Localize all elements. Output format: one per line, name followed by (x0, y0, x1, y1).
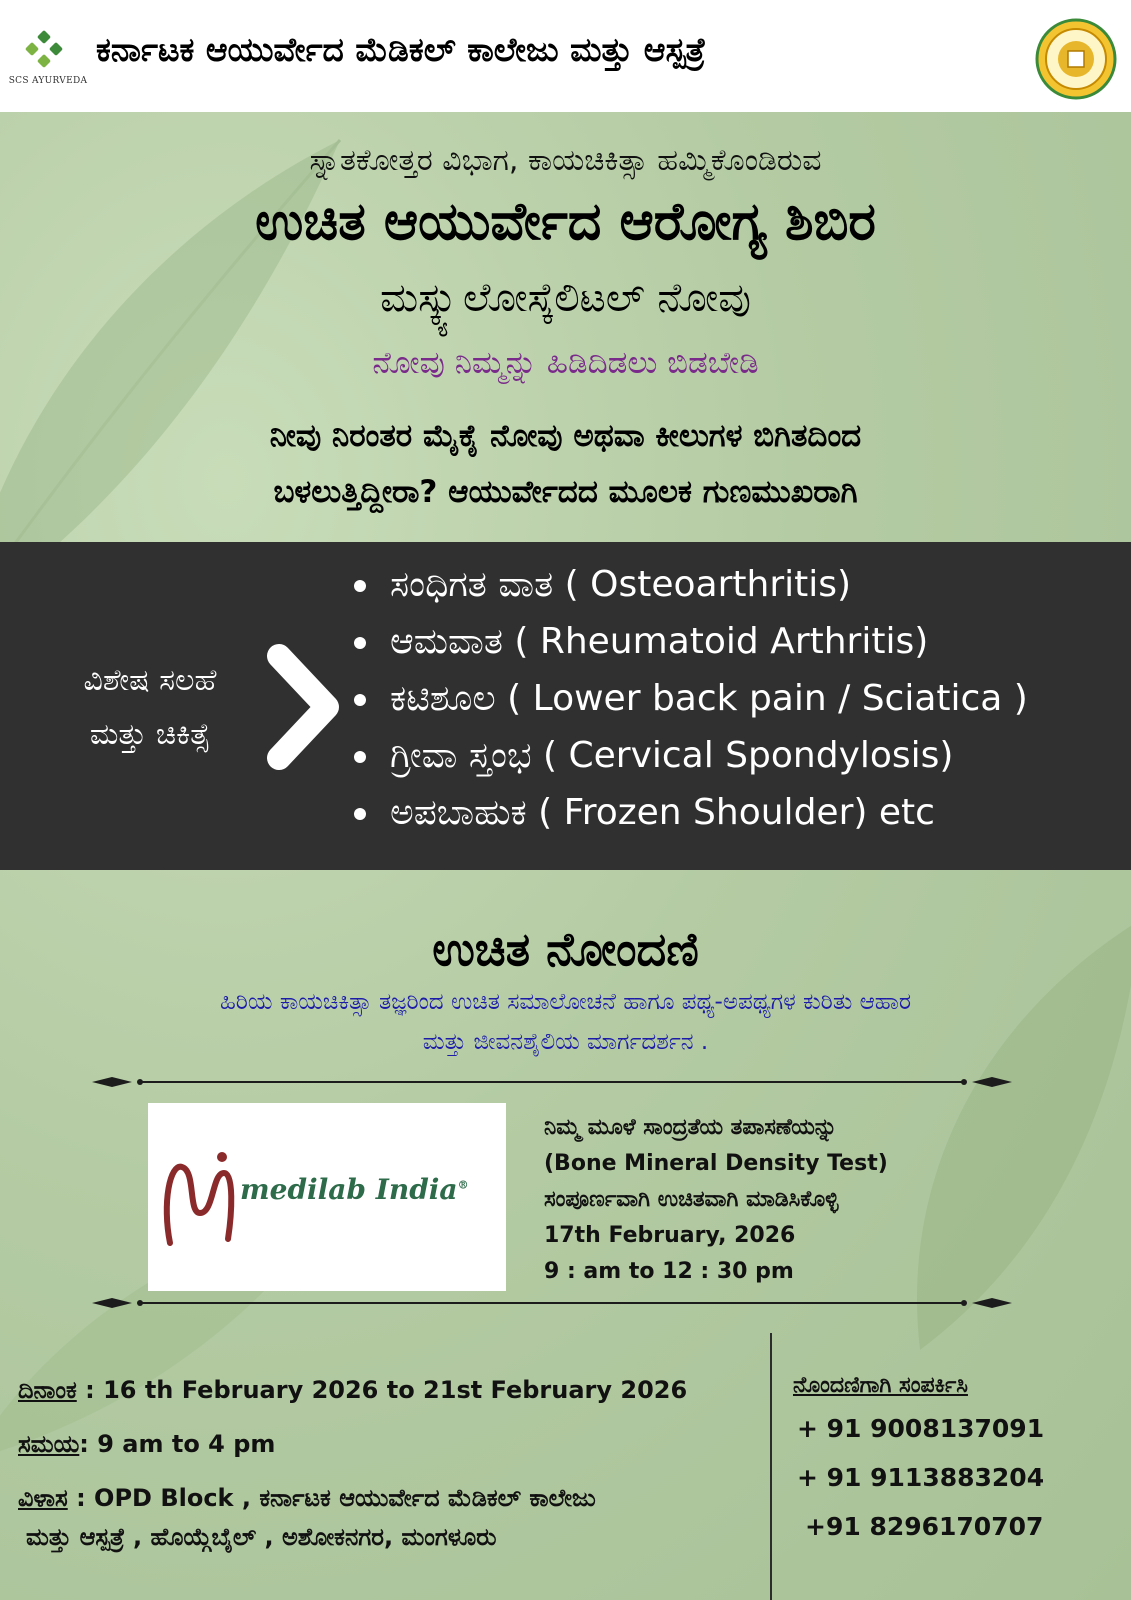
condition-heading: ಮಸ್ಕ್ಯುಲೋಸ್ಕೆಲಿಟಲ್ ನೋವು (380, 275, 751, 321)
bullet-icon (354, 637, 366, 649)
address-label: ವಿಳಾಸ (18, 1484, 68, 1512)
bmd-line: ಸಂಪೂರ್ಣವಾಗಿ ಉಚಿತವಾಗಿ ಮಾಡಿಸಿಕೊಳ್ಳಿ (544, 1187, 839, 1212)
condition-text: ಸಂಧಿಗತ ವಾತ ( Osteoarthritis) (390, 564, 852, 605)
question-line: ನೀವು ನಿರಂತರ ಮೈಕೈ ನೋವು ಅಥವಾ ಕೀಲುಗಳ ಬಿಗಿತದಿಂದ (269, 418, 862, 454)
time-value: : 9 am to 4 pm (79, 1430, 276, 1458)
condition-item (350, 727, 1130, 784)
condition-item (350, 613, 1130, 670)
bmd-test-info (544, 1110, 1064, 1290)
registered-mark: ® (457, 1178, 469, 1192)
college-name: ಕರ್ನಾಟಕ ಆಯುರ್ವೇದ ಮೆಡಿಕಲ್ ಕಾಲೇಜು ಮತ್ತು ಆಸ್ಪತ್ರೆ (96, 30, 706, 69)
bullet-icon (354, 808, 366, 820)
condition-text: ಕಟಿಶೂಲ ( Lower back pain / Sciatica ) (390, 678, 1028, 719)
phone-number[interactable]: + 91 9008137091 (797, 1414, 1045, 1443)
special-treatment-band (0, 542, 1131, 870)
conditions-list (350, 556, 1130, 841)
scs-logo-icon (25, 30, 71, 70)
camp-title: ಉಚಿತ ಆಯುರ್ವೇದ ಆರೋಗ್ಯ ಶಿಬಿರ (255, 192, 876, 252)
phone-number[interactable]: + 91 9113883204 (797, 1463, 1045, 1492)
special-treatment-label (40, 654, 260, 762)
special-label-line: ವಿಶೇಷ ಸಲಹೆ (83, 663, 217, 698)
condition-text: ಆಮವಾತ ( Rheumatoid Arthritis) (390, 621, 929, 662)
question-text (40, 408, 1091, 520)
contact-heading: ನೊಂದಣಿಗಾಗಿ ಸಂಪರ್ಕಿಸಿ (793, 1373, 968, 1398)
medilab-brand-name: medilab India (240, 1173, 458, 1206)
college-seal-icon (1035, 18, 1117, 100)
bmd-time: 9 : am to 12 : 30 pm (544, 1259, 794, 1284)
consult-line: ಮತ್ತು ಜೀವನಶೈಲಿಯ ಮಾರ್ಗದರ್ಶನ . (422, 1029, 709, 1055)
bmd-date: 17th February, 2026 (544, 1223, 796, 1248)
condition-item (350, 670, 1130, 727)
date-label: ದಿನಾಂಕ (18, 1376, 77, 1404)
time-label: ಸಮಯ (18, 1430, 80, 1458)
scs-logo-caption: SCS AYURVEDA (8, 76, 88, 86)
bmd-line: (Bone Mineral Density Test) (544, 1151, 888, 1176)
chevron-right-icon (265, 642, 345, 772)
bullet-icon (354, 751, 366, 763)
special-label-line: ಮತ್ತು ಚಿಕಿತ್ಸೆ (89, 717, 211, 752)
condition-item (350, 556, 1130, 613)
medilab-logo-icon (158, 1143, 240, 1253)
date-row (18, 1376, 687, 1404)
free-registration-title: ಉಚಿತ ನೋಂದಣಿ (432, 922, 699, 976)
ornamental-divider-top (92, 1072, 1012, 1092)
condition-text: ಅಪಬಾಹುಕ ( Frozen Shoulder) etc (390, 792, 935, 833)
vertical-divider (770, 1333, 772, 1600)
consult-line: ಹಿರಿಯ ಕಾಯಚಿಕಿತ್ಸಾ ತಜ್ಞರಿಂದ ಉಚಿತ ಸಮಾಲೋಚನೆ ಹಾಗೂ ಪಥ್ಯ-ಅಪಥ್ಯಗಳ ಕುರಿತು ಆಹಾರ (219, 989, 912, 1015)
question-line: ಬಳಲುತ್ತಿದ್ದೀರಾ? ಆಯುರ್ವೇದದ ಮೂಲಕ ಗುಣಮುಖರಾಗಿ (273, 474, 858, 510)
medilab-logo-box (148, 1103, 506, 1291)
phone-number[interactable]: +91 8296170707 (805, 1512, 1044, 1541)
condition-text: ಗ್ರೀವಾ ಸ್ತಂಭ ( Cervical Spondylosis) (390, 735, 954, 776)
bullet-icon (354, 580, 366, 592)
address-line-2: ಮತ್ತು ಆಸ್ಪತ್ರೆ , ಹೊಯ್ಗೆಬೈಲ್ , ಅಶೋಕನಗರ, ಮಂಗಳೂರು (26, 1523, 497, 1551)
condition-item (350, 784, 1130, 841)
consultation-text (20, 982, 1111, 1062)
tagline: ನೋವು ನಿಮ್ಮನ್ನು ಹಿಡಿದಿಡಲು ಬಿಡಬೇಡಿ (372, 345, 759, 381)
bmd-line: ನಿಮ್ಮ ಮೂಳೆ ಸಾಂದ್ರತೆಯ ತಪಾಸಣೆಯನ್ನು (544, 1115, 837, 1140)
medilab-brand-text (240, 1173, 469, 1206)
time-row (18, 1430, 275, 1458)
date-value: : 16 th February 2026 to 21st February 2026 (76, 1376, 688, 1404)
address-row (18, 1484, 596, 1512)
address-value: : OPD Block , ಕರ್ನಾಟಕ ಆಯುರ್ವೇದ ಮೆಡಿಕಲ್ ಕಾಲೇಜು (67, 1484, 596, 1512)
ornamental-divider-bottom (92, 1293, 1012, 1313)
header-bar (0, 0, 1131, 112)
scs-ayurveda-logo (6, 30, 90, 96)
bullet-icon (354, 694, 366, 706)
department-subtitle: ಸ್ನಾತಕೋತ್ತರ ವಿಭಾಗ, ಕಾಯಚಿಕಿತ್ಸಾ ಹಮ್ಮಿಕೊಂಡಿರುವ (309, 143, 822, 178)
